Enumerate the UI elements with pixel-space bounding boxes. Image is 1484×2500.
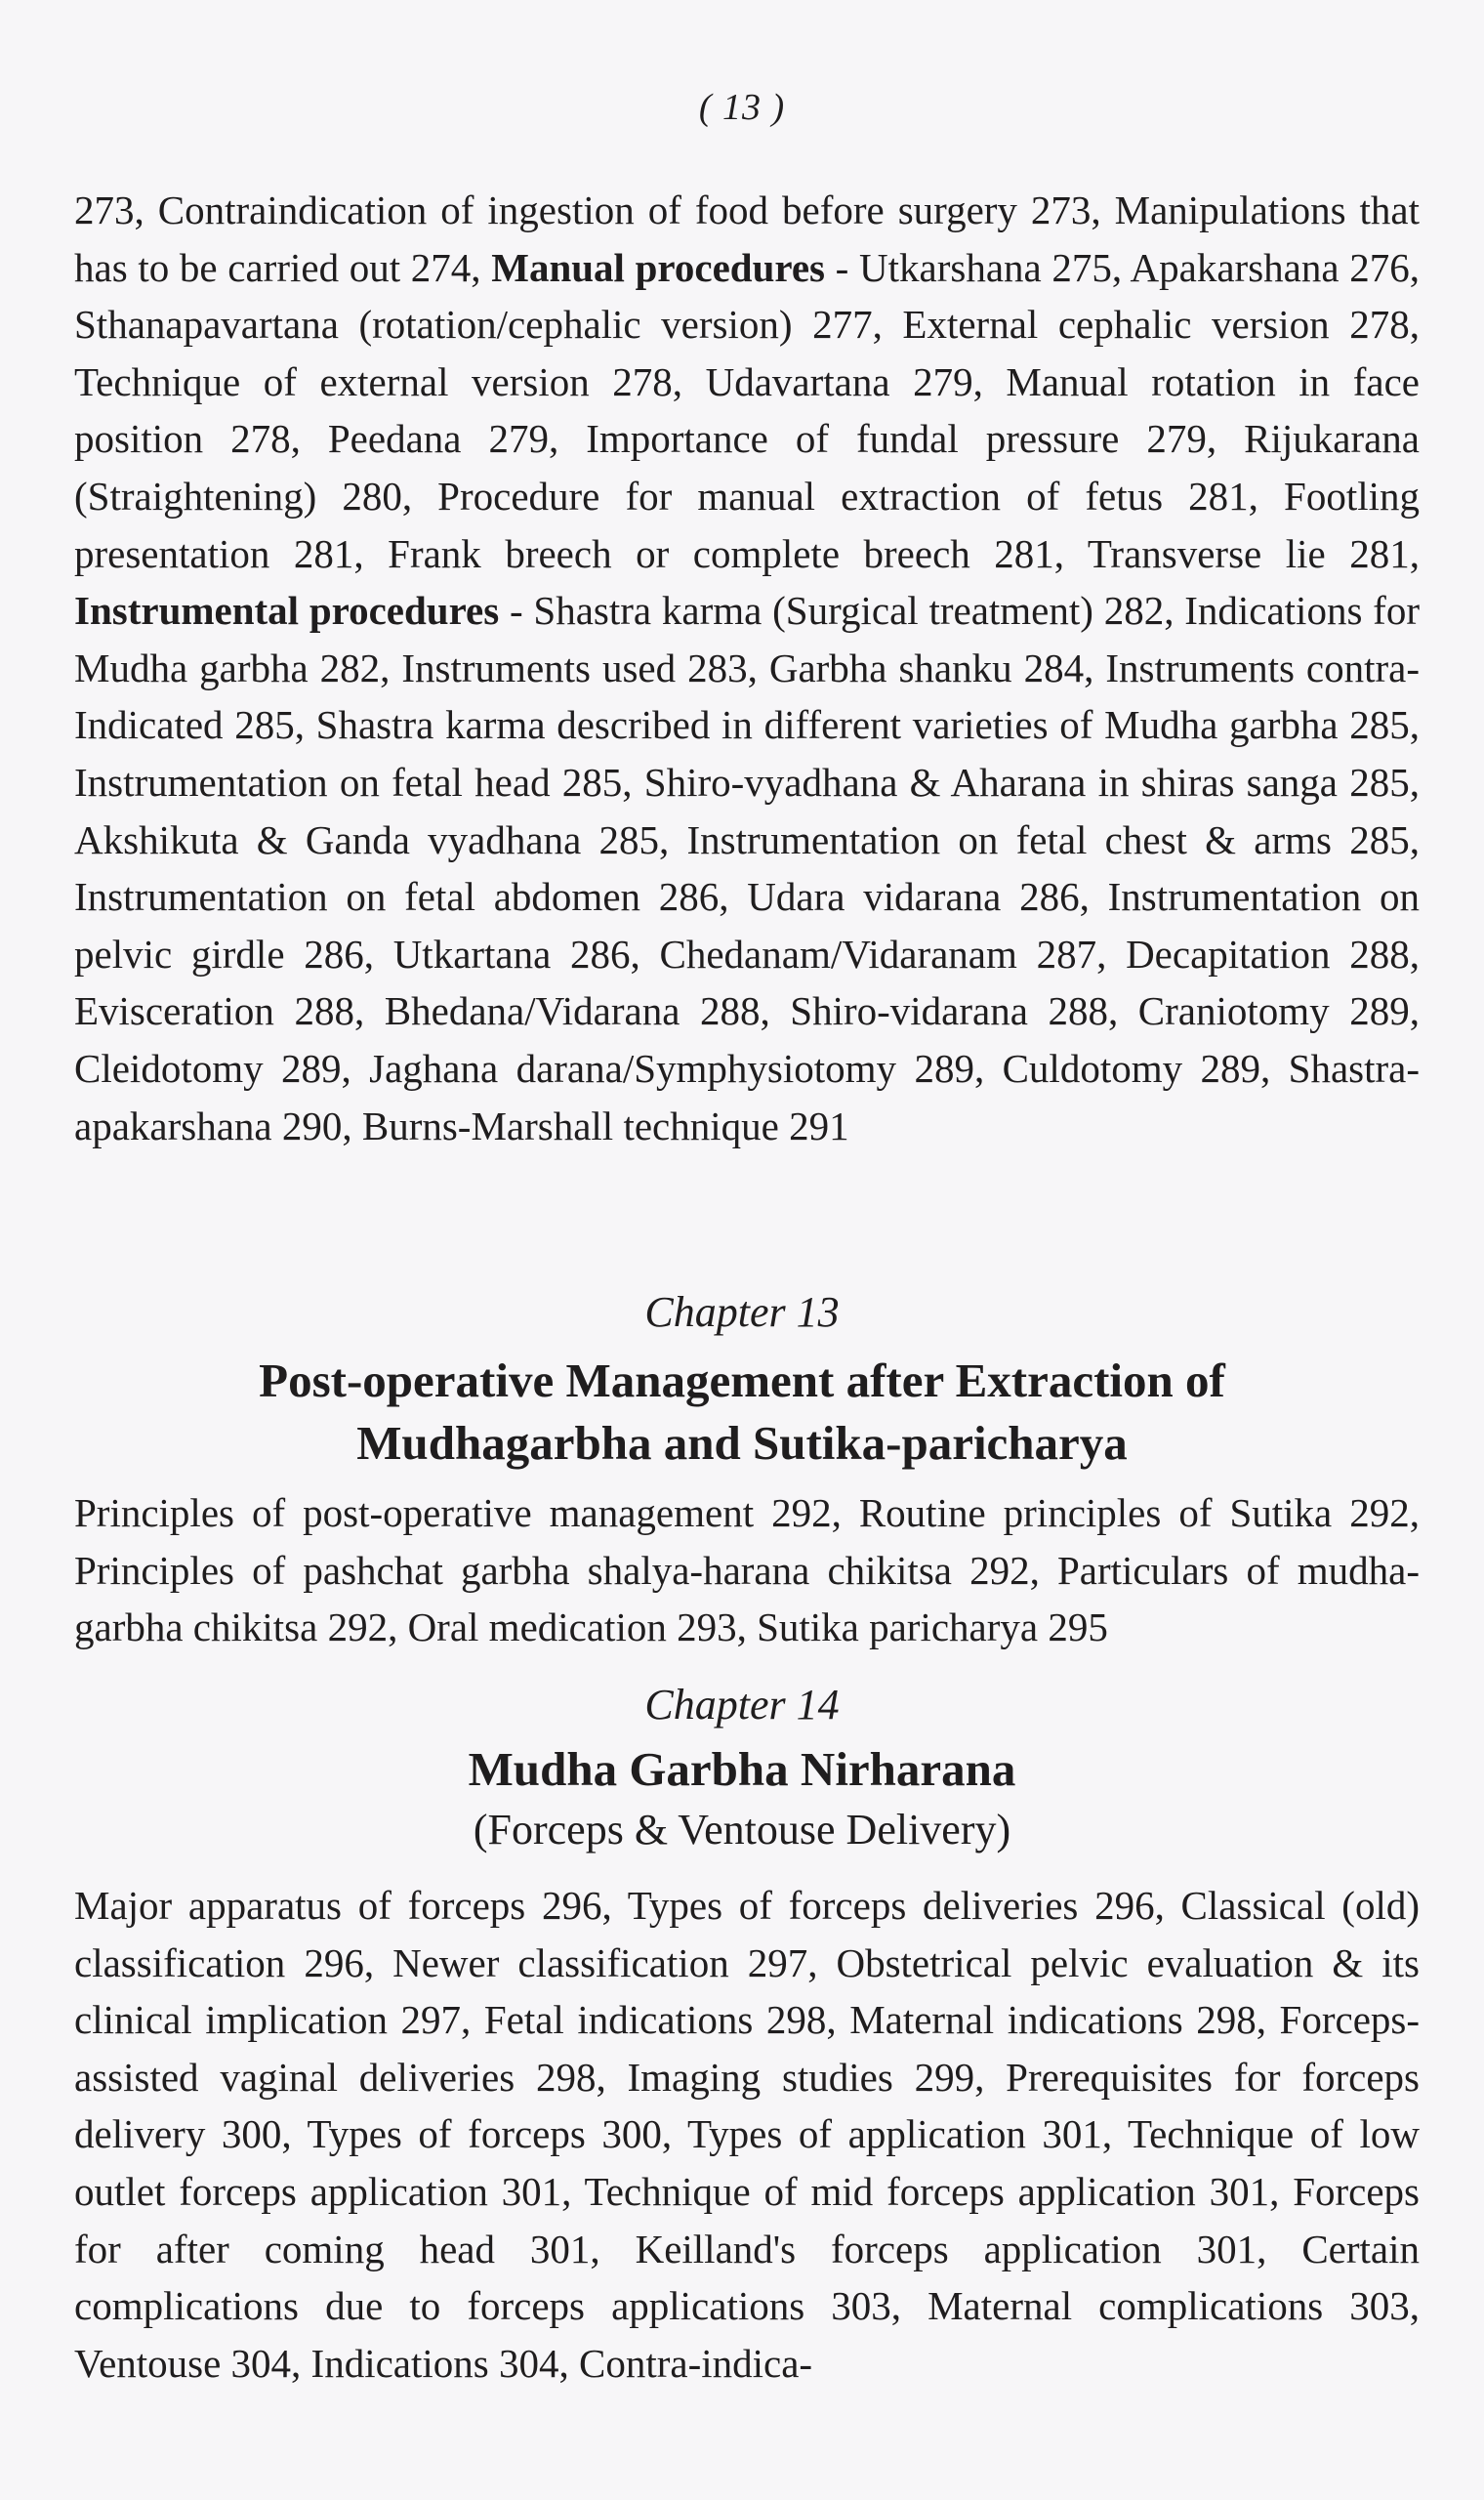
chapter-14-label: Chapter 14 [644,1681,840,1729]
bold-heading-instrumental-procedures: Instrumental procedures [74,588,500,634]
contents-paragraph-1 [74,182,1420,1154]
chapter-13-title [0,1350,1484,1475]
text-segment: - Shastra karma (Surgical treatment) 282, Indications for Mudha garbha 282, Instruments used 283, Garbha shanku 284, Instruments contra-Indicated 285, Shastra karma described in different varieties of Mudha garbha 285, Instrumentation on fetal head 285, Shiro-vyadhana & Aharana in shiras sanga 285, Akshikuta & Ganda vyadhana 285, Instrumentation on fetal chest & arms 285, Instrumentation on fetal abdomen 286, Udara vidarana 286, Instrumentation on pelvic girdle 286, Utkartana 286, Chedanam/Vidaranam 287, Decapitation 288, Evisceration 288, Bhedana/Vidarana 288, Shiro-vidarana 288, Craniotomy 289, Cleidotomy 289, Jaghana darana/Symphysiotomy 289, Culdotomy 289, Shastra-apakarshana 290, Burns-Marshall technique 291 [74,588,1420,1148]
chapter-13-title-line-2: Mudhagarbha and Sutika-paricharya [356,1416,1128,1470]
chapter-14-title: Mudha Garbha Nirharana [468,1742,1016,1796]
chapter-14-contents: Major apparatus of forceps 296, Types of forceps deliveries 296, Classical (old) classification 296, Newer classification 297, Obstetrical pelvic evaluation & its clinical implication 297, Fetal indications 298, Maternal indications 298, Forceps-assisted vaginal deliveries 298, Imaging studies 299, Prerequisites for forceps delivery 300, Types of forceps 300, Types of application 301, Technique of low outlet forceps application 301, Technique of mid forceps application 301, Forceps for after coming head 301, Keilland's forceps application 301, Certain complications due to forceps applications 303, Maternal complications 303, Ventouse 304, Indications 304, Contra-indica- [74,1883,1420,2386]
chapter-13-title-line-1: Post-operative Management after Extraction of [259,1354,1225,1407]
chapter-14-subtitle: (Forceps & Ventouse Delivery) [473,1806,1011,1854]
bold-heading-manual-procedures: Manual procedures [491,244,825,290]
text-segment: - Utkarshana 275, Apakarshana 276, Sthanapavartana (rotation/cephalic version) 277, External cephalic version 278, Technique of external version 278, Udavartana 279, Manual rotation in face position 278, Peedana 279, Importance of fundal pressure 279, Rijukarana (Straightening) 280, Procedure for manual extraction of fetus 281, Footling presentation 281, Frank breech or complete breech 281, Transverse lie 281, [74,244,1420,576]
chapter-13-label: Chapter 13 [644,1288,840,1336]
page-number: ( 13 ) [698,87,786,128]
text-segment: 273, Contraindication of ingestion of food before surgery 273, Manipulations that has to be carried out 274, [74,188,1420,290]
chapter-13-contents: Principles of post-operative management 292, Routine principles of Sutika 292, Principles of pashchat garbha shalya-harana chikitsa 292, Particulars of mudha-garbha chikitsa 292, Oral medication 293, Sutika paricharya 295 [74,1490,1420,1650]
